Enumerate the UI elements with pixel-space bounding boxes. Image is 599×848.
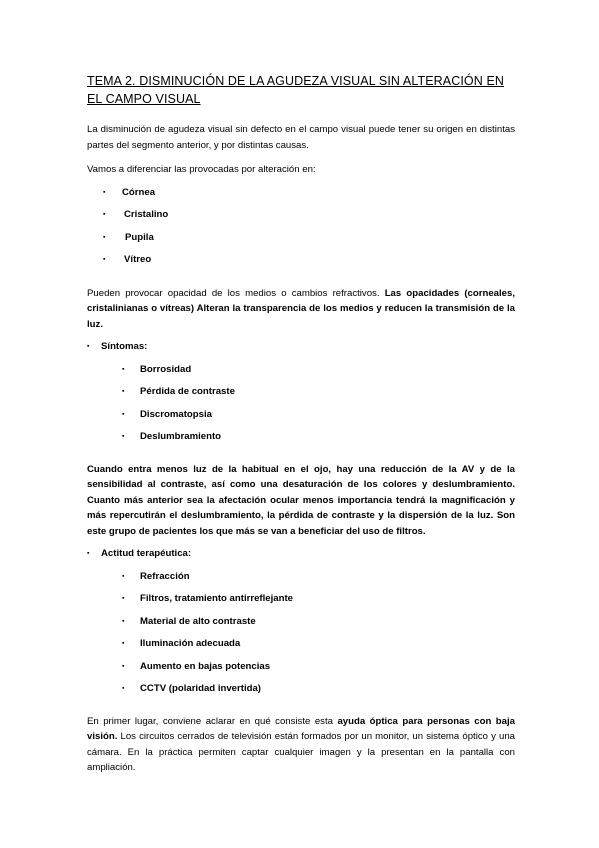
square-bullet-icon: ▪ xyxy=(122,433,125,440)
list-item: ▪ Cristalino xyxy=(103,209,169,220)
square-bullet-icon: ▪ xyxy=(122,572,125,580)
square-bullet-icon: ▪ xyxy=(122,410,125,418)
list-item: ▪ Borrosidad xyxy=(122,363,192,375)
square-bullet-icon: ▪ xyxy=(122,365,125,373)
symptoms-heading: ▪ Síntomas: xyxy=(87,341,148,352)
intro-paragraph: La disminución de agudeza visual sin defecto en el campo visual puede tener su origen en distintas partes del segmento anterior, y por distintas causas. xyxy=(87,124,515,151)
opacity-paragraph: Pueden provocar opacidad de los medios o cambios refractivos. Las opacidades (corneales, cristalinianas o vítreas) Alteran la transparencia de los medios y reducen la transmisión de la luz. xyxy=(87,287,515,330)
square-bullet-icon: ▪ xyxy=(87,343,90,350)
list-item: ▪ Deslumbramiento xyxy=(122,431,222,442)
square-bullet-icon: ▪ xyxy=(122,685,125,692)
square-bullet-icon: ▪ xyxy=(122,640,125,647)
list-item: ▪ CCTV (polaridad invertida) xyxy=(122,683,261,694)
therapy-list xyxy=(87,571,515,706)
list-item: ▪ Material de alto contraste xyxy=(122,615,256,627)
list-item: ▪ Discromatopsia xyxy=(122,408,212,420)
square-bullet-icon: ▪ xyxy=(122,617,125,625)
list-item: ▪ Refracción xyxy=(122,570,190,582)
square-bullet-icon: ▪ xyxy=(103,188,106,196)
square-bullet-icon: ▪ xyxy=(103,233,106,241)
square-bullet-icon: ▪ xyxy=(103,211,106,218)
page-title: TEMA 2. DISMINUCIÓN DE LA AGUDEZA VISUAL SIN ALTERACIÓN EN EL CAMPO VISUAL xyxy=(87,74,505,106)
list-item: ▪ Aumento en bajas potencias xyxy=(122,660,271,672)
list-item: ▪ Iluminación adecuada xyxy=(122,638,241,649)
symptoms-section xyxy=(87,341,515,364)
list-item: ▪ Filtros, tratamiento antirreflejante xyxy=(122,593,293,604)
therapy-heading: ▪ Actitud terapéutica: xyxy=(87,548,192,559)
square-bullet-icon: ▪ xyxy=(122,388,125,395)
square-bullet-icon: ▪ xyxy=(122,595,125,602)
differentiate-paragraph: Vamos a diferenciar las provocadas por alteración en: xyxy=(87,164,316,175)
therapy-section xyxy=(87,548,515,571)
symptoms-list xyxy=(87,364,515,454)
list-item: ▪ Vítreo xyxy=(103,254,152,265)
cctv-paragraph: En primer lugar, conviene aclarar en qué consiste esta ayuda óptica para personas con baja visión. Los circuitos cerrados de televisión están formados por un monitor, un sistema óptico y una cámara. En la práctica permiten captar cualquier imagen y la presentan en la pantalla con ampliación. xyxy=(87,715,516,773)
square-bullet-icon: ▪ xyxy=(122,662,125,670)
structures-list xyxy=(87,187,515,277)
square-bullet-icon: ▪ xyxy=(103,256,106,263)
square-bullet-icon: ▪ xyxy=(87,550,90,557)
list-item: ▪ Córnea xyxy=(103,186,156,198)
list-item: ▪ Pupila xyxy=(103,231,154,243)
list-item: ▪ Pérdida de contraste xyxy=(122,386,235,397)
light-paragraph: Cuando entra menos luz de la habitual en el ojo, hay una reducción de la AV y de la sensibilidad al contraste, así como una desaturación de los colores y deslumbramiento. Cuanto más anterior sea la afectación ocular menos importancia tendrá la magnificación y más repercutirán el deslumbramiento, la pérdida de contraste y la dispersión de la luz. Son este grupo de pacientes los que más se van a beneficiar del uso de filtros. xyxy=(87,463,515,537)
